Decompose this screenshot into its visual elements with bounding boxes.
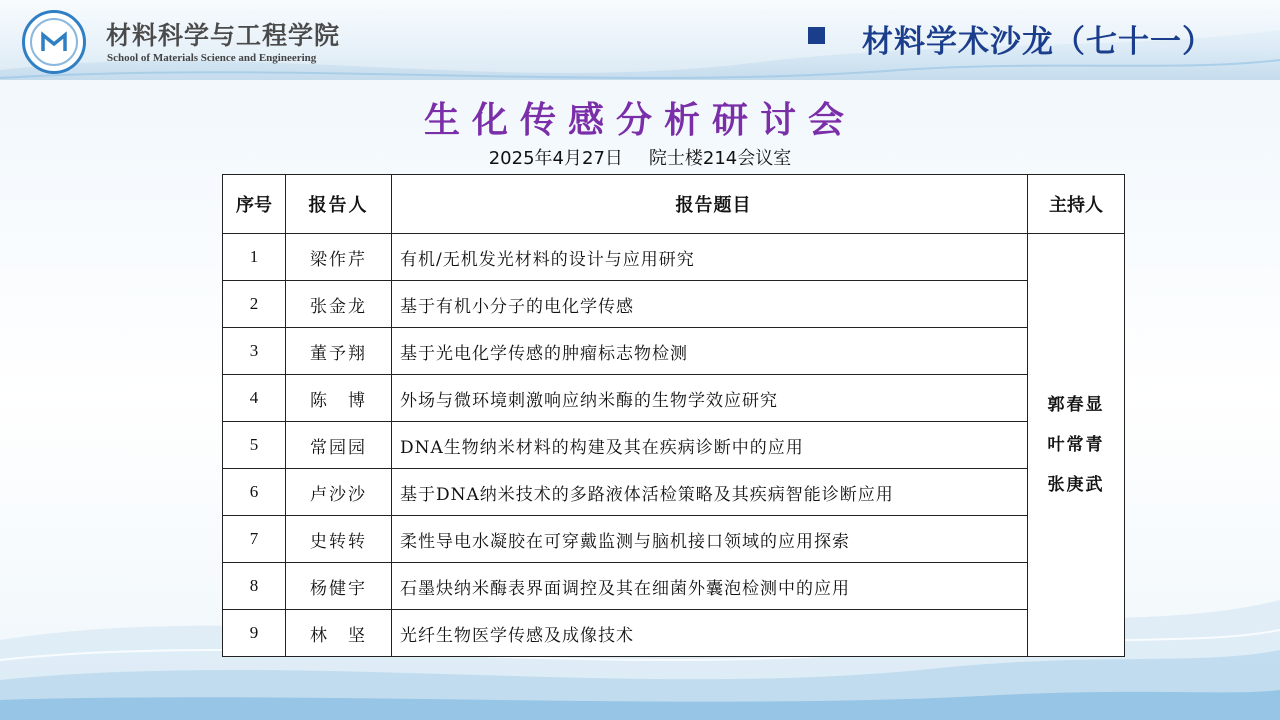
row-topic: 基于DNA纳米技术的多路液体活检策略及其疾病智能诊断应用 xyxy=(392,469,1028,516)
row-no: 1 xyxy=(223,234,286,281)
host-cell xyxy=(1028,234,1125,657)
header-topic: 报告题目 xyxy=(392,175,1028,234)
row-topic: 光纤生物医学传感及成像技术 xyxy=(392,610,1028,657)
row-no: 5 xyxy=(223,422,286,469)
header-speaker: 报告人 xyxy=(286,175,392,234)
row-no: 3 xyxy=(223,328,286,375)
school-name-en: School of Materials Science and Engineering xyxy=(107,52,317,64)
table-row xyxy=(223,516,1125,563)
row-no: 6 xyxy=(223,469,286,516)
host-name: 郭春显 xyxy=(1047,395,1105,415)
row-speaker: 史转转 xyxy=(286,516,392,563)
event-info xyxy=(0,144,1280,170)
school-logo-icon xyxy=(22,10,86,74)
row-speaker: 常园园 xyxy=(286,422,392,469)
row-no: 4 xyxy=(223,375,286,422)
host-name: 张庚武 xyxy=(1047,475,1105,495)
row-topic: DNA生物纳米材料的构建及其在疾病诊断中的应用 xyxy=(392,422,1028,469)
table-row xyxy=(223,563,1125,610)
event-date: 2025年4月27日 xyxy=(488,148,623,169)
table-row xyxy=(223,469,1125,516)
row-no: 8 xyxy=(223,563,286,610)
row-speaker: 卢沙沙 xyxy=(286,469,392,516)
row-speaker: 梁作芹 xyxy=(286,234,392,281)
row-speaker: 林 坚 xyxy=(286,610,392,657)
row-topic: 有机/无机发光材料的设计与应用研究 xyxy=(392,234,1028,281)
host-name: 叶常青 xyxy=(1047,435,1105,455)
table-row xyxy=(223,281,1125,328)
square-bullet-icon xyxy=(808,27,825,44)
row-no: 9 xyxy=(223,610,286,657)
event-venue: 院士楼214会议室 xyxy=(648,148,792,169)
row-speaker: 董予翔 xyxy=(286,328,392,375)
school-name-cn: 材料科学与工程学院 xyxy=(106,21,341,50)
row-no: 7 xyxy=(223,516,286,563)
series-title: 材料学术沙龙（七十一） xyxy=(862,24,1214,60)
row-topic: 基于光电化学传感的肿瘤标志物检测 xyxy=(392,328,1028,375)
table-row xyxy=(223,234,1125,281)
header-host: 主持人 xyxy=(1028,175,1125,234)
table-row xyxy=(223,328,1125,375)
row-topic: 柔性导电水凝胶在可穿戴监测与脑机接口领域的应用探索 xyxy=(392,516,1028,563)
row-speaker: 陈 博 xyxy=(286,375,392,422)
row-topic: 外场与微环境刺激响应纳米酶的生物学效应研究 xyxy=(392,375,1028,422)
table-row xyxy=(223,375,1125,422)
row-topic: 石墨炔纳米酶表界面调控及其在细菌外囊泡检测中的应用 xyxy=(392,563,1028,610)
table-row xyxy=(223,610,1125,657)
row-no: 2 xyxy=(223,281,286,328)
table-row xyxy=(223,422,1125,469)
table-header-row xyxy=(223,175,1125,234)
header-no: 序号 xyxy=(223,175,286,234)
row-speaker: 杨健宇 xyxy=(286,563,392,610)
row-speaker: 张金龙 xyxy=(286,281,392,328)
row-topic: 基于有机小分子的电化学传感 xyxy=(392,281,1028,328)
schedule-table xyxy=(222,174,1125,657)
event-title: 生化传感分析研讨会 xyxy=(423,100,856,141)
